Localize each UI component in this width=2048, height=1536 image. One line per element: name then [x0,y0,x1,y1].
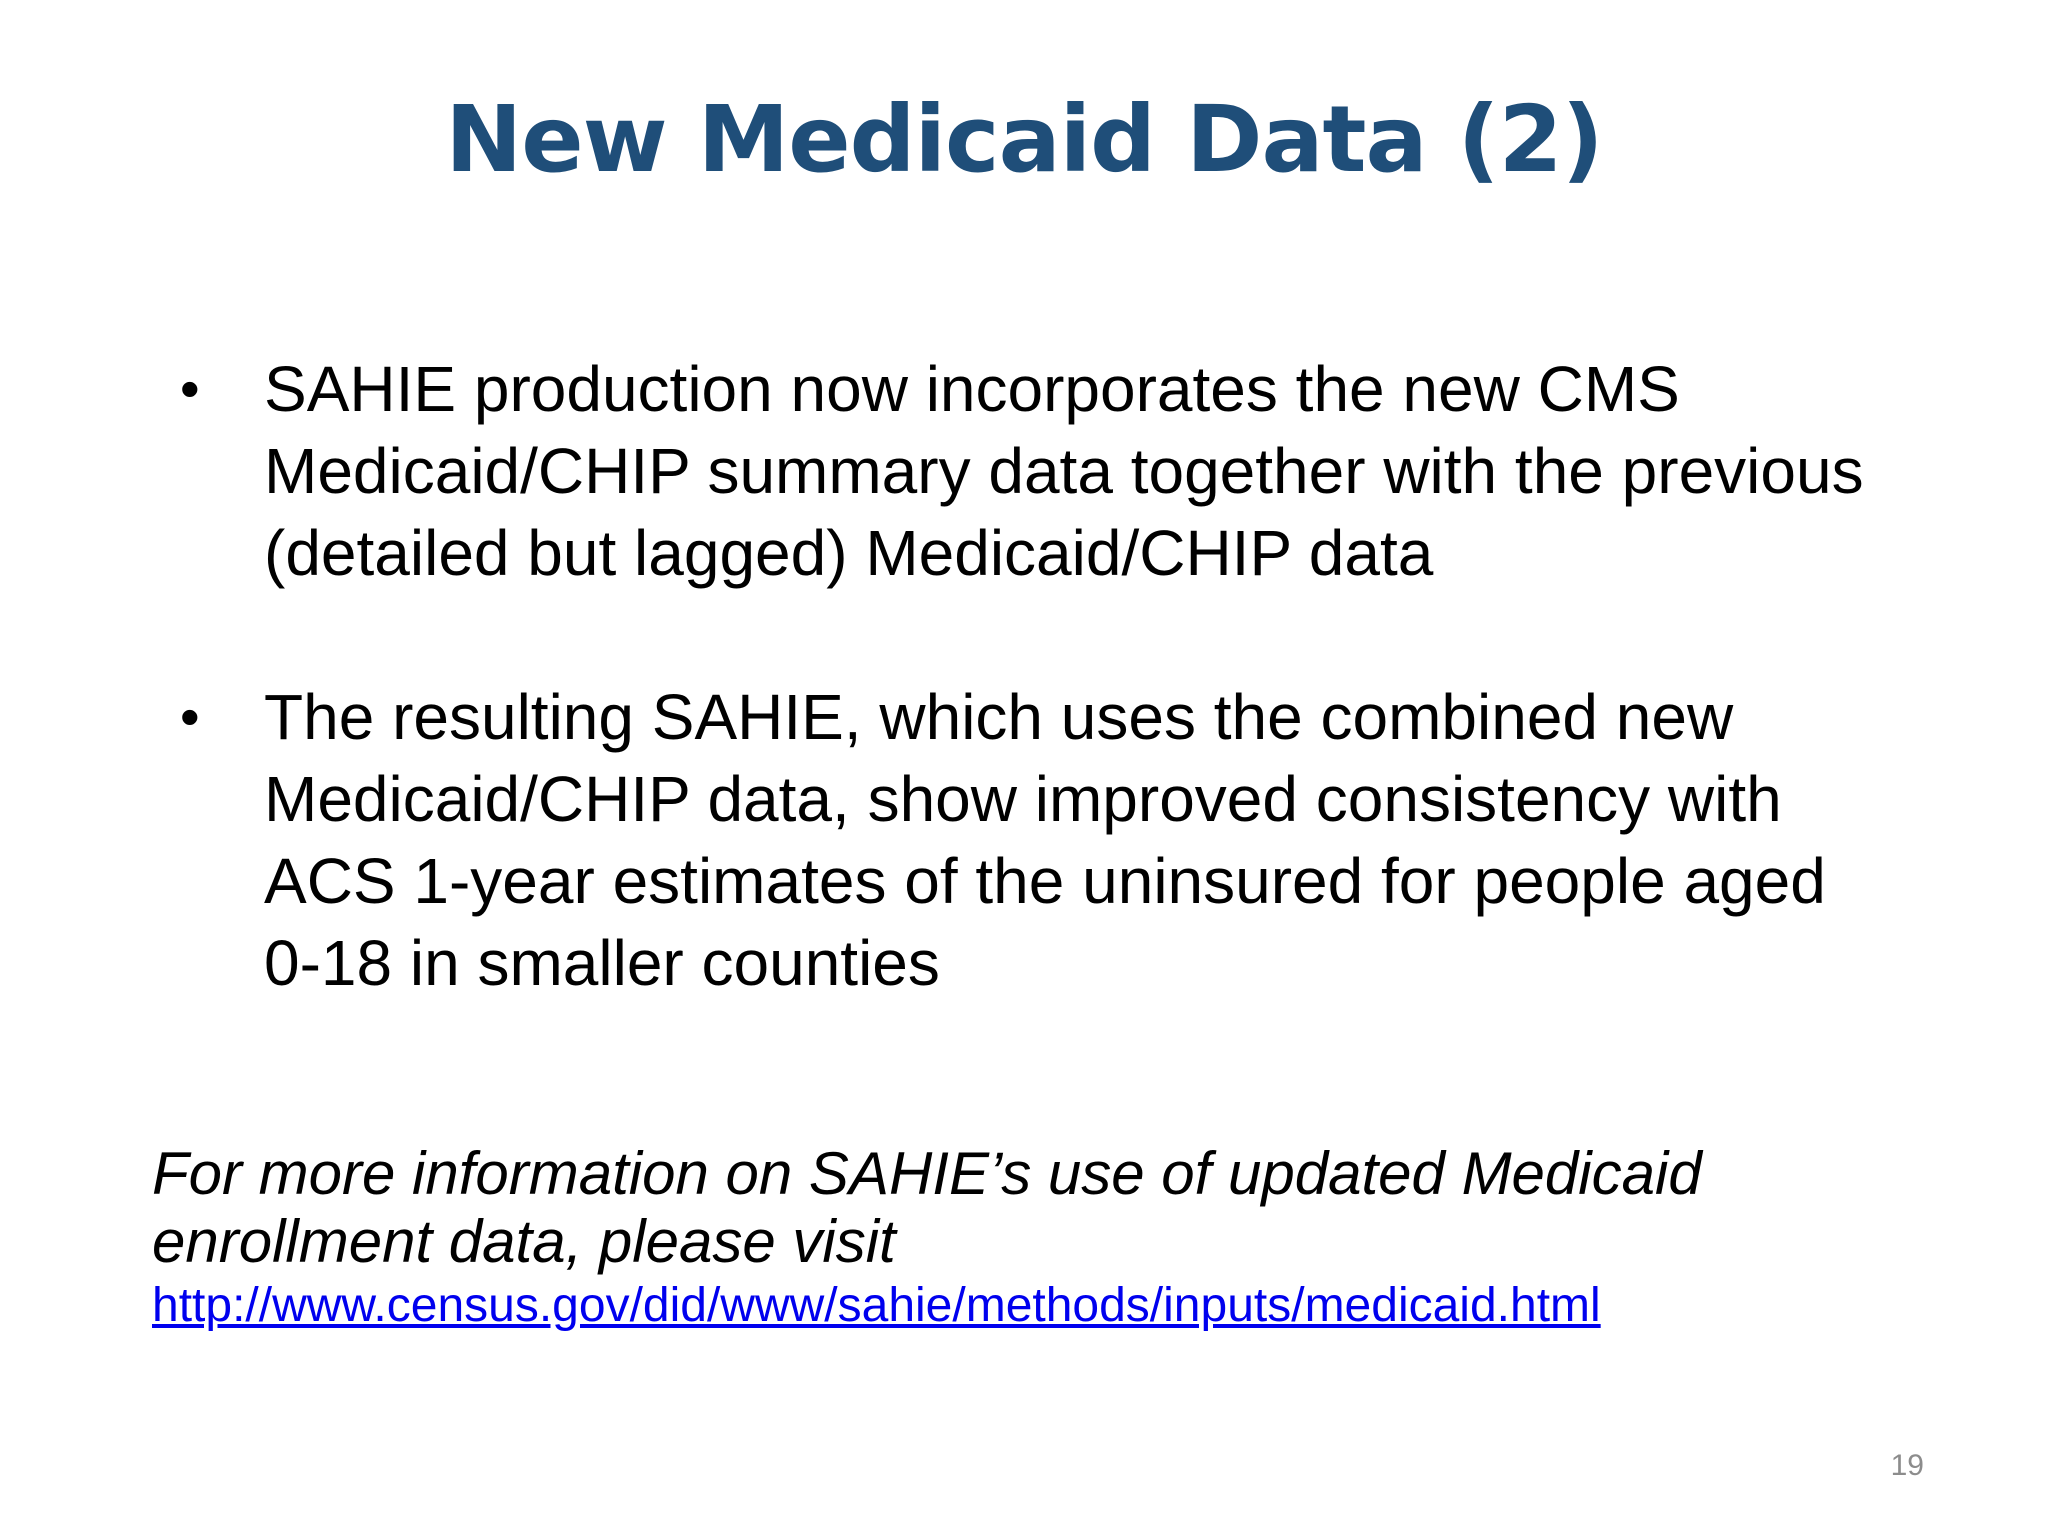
slide-title: New Medicaid Data (2) [445,86,1603,193]
bullet-item [180,676,1900,1004]
medicaid-info-link[interactable]: http://www.census.gov/did/www/sahie/methods/inputs/medicaid.html [152,1279,1601,1332]
bullet-text: The resulting SAHIE, which uses the combined new Medicaid/CHIP data, show improved consistency with ACS 1-year estimates of the uninsured for people aged 0-18 in smaller counties [264,681,1826,999]
bullet-marker: • [180,357,200,420]
bullet-item [180,348,1900,594]
page-number: 19 [1890,1449,1924,1482]
bullet-marker: • [180,685,200,748]
more-info-text: For more information on SAHIE’s use of updated Medicaid enrollment data, please visit [152,1140,1702,1275]
bullet-list [180,348,1900,1004]
bullet-text: SAHIE production now incorporates the new CMS Medicaid/CHIP summary data together with the previous (detailed but lagged) Medicaid/CHIP data [264,353,1864,589]
